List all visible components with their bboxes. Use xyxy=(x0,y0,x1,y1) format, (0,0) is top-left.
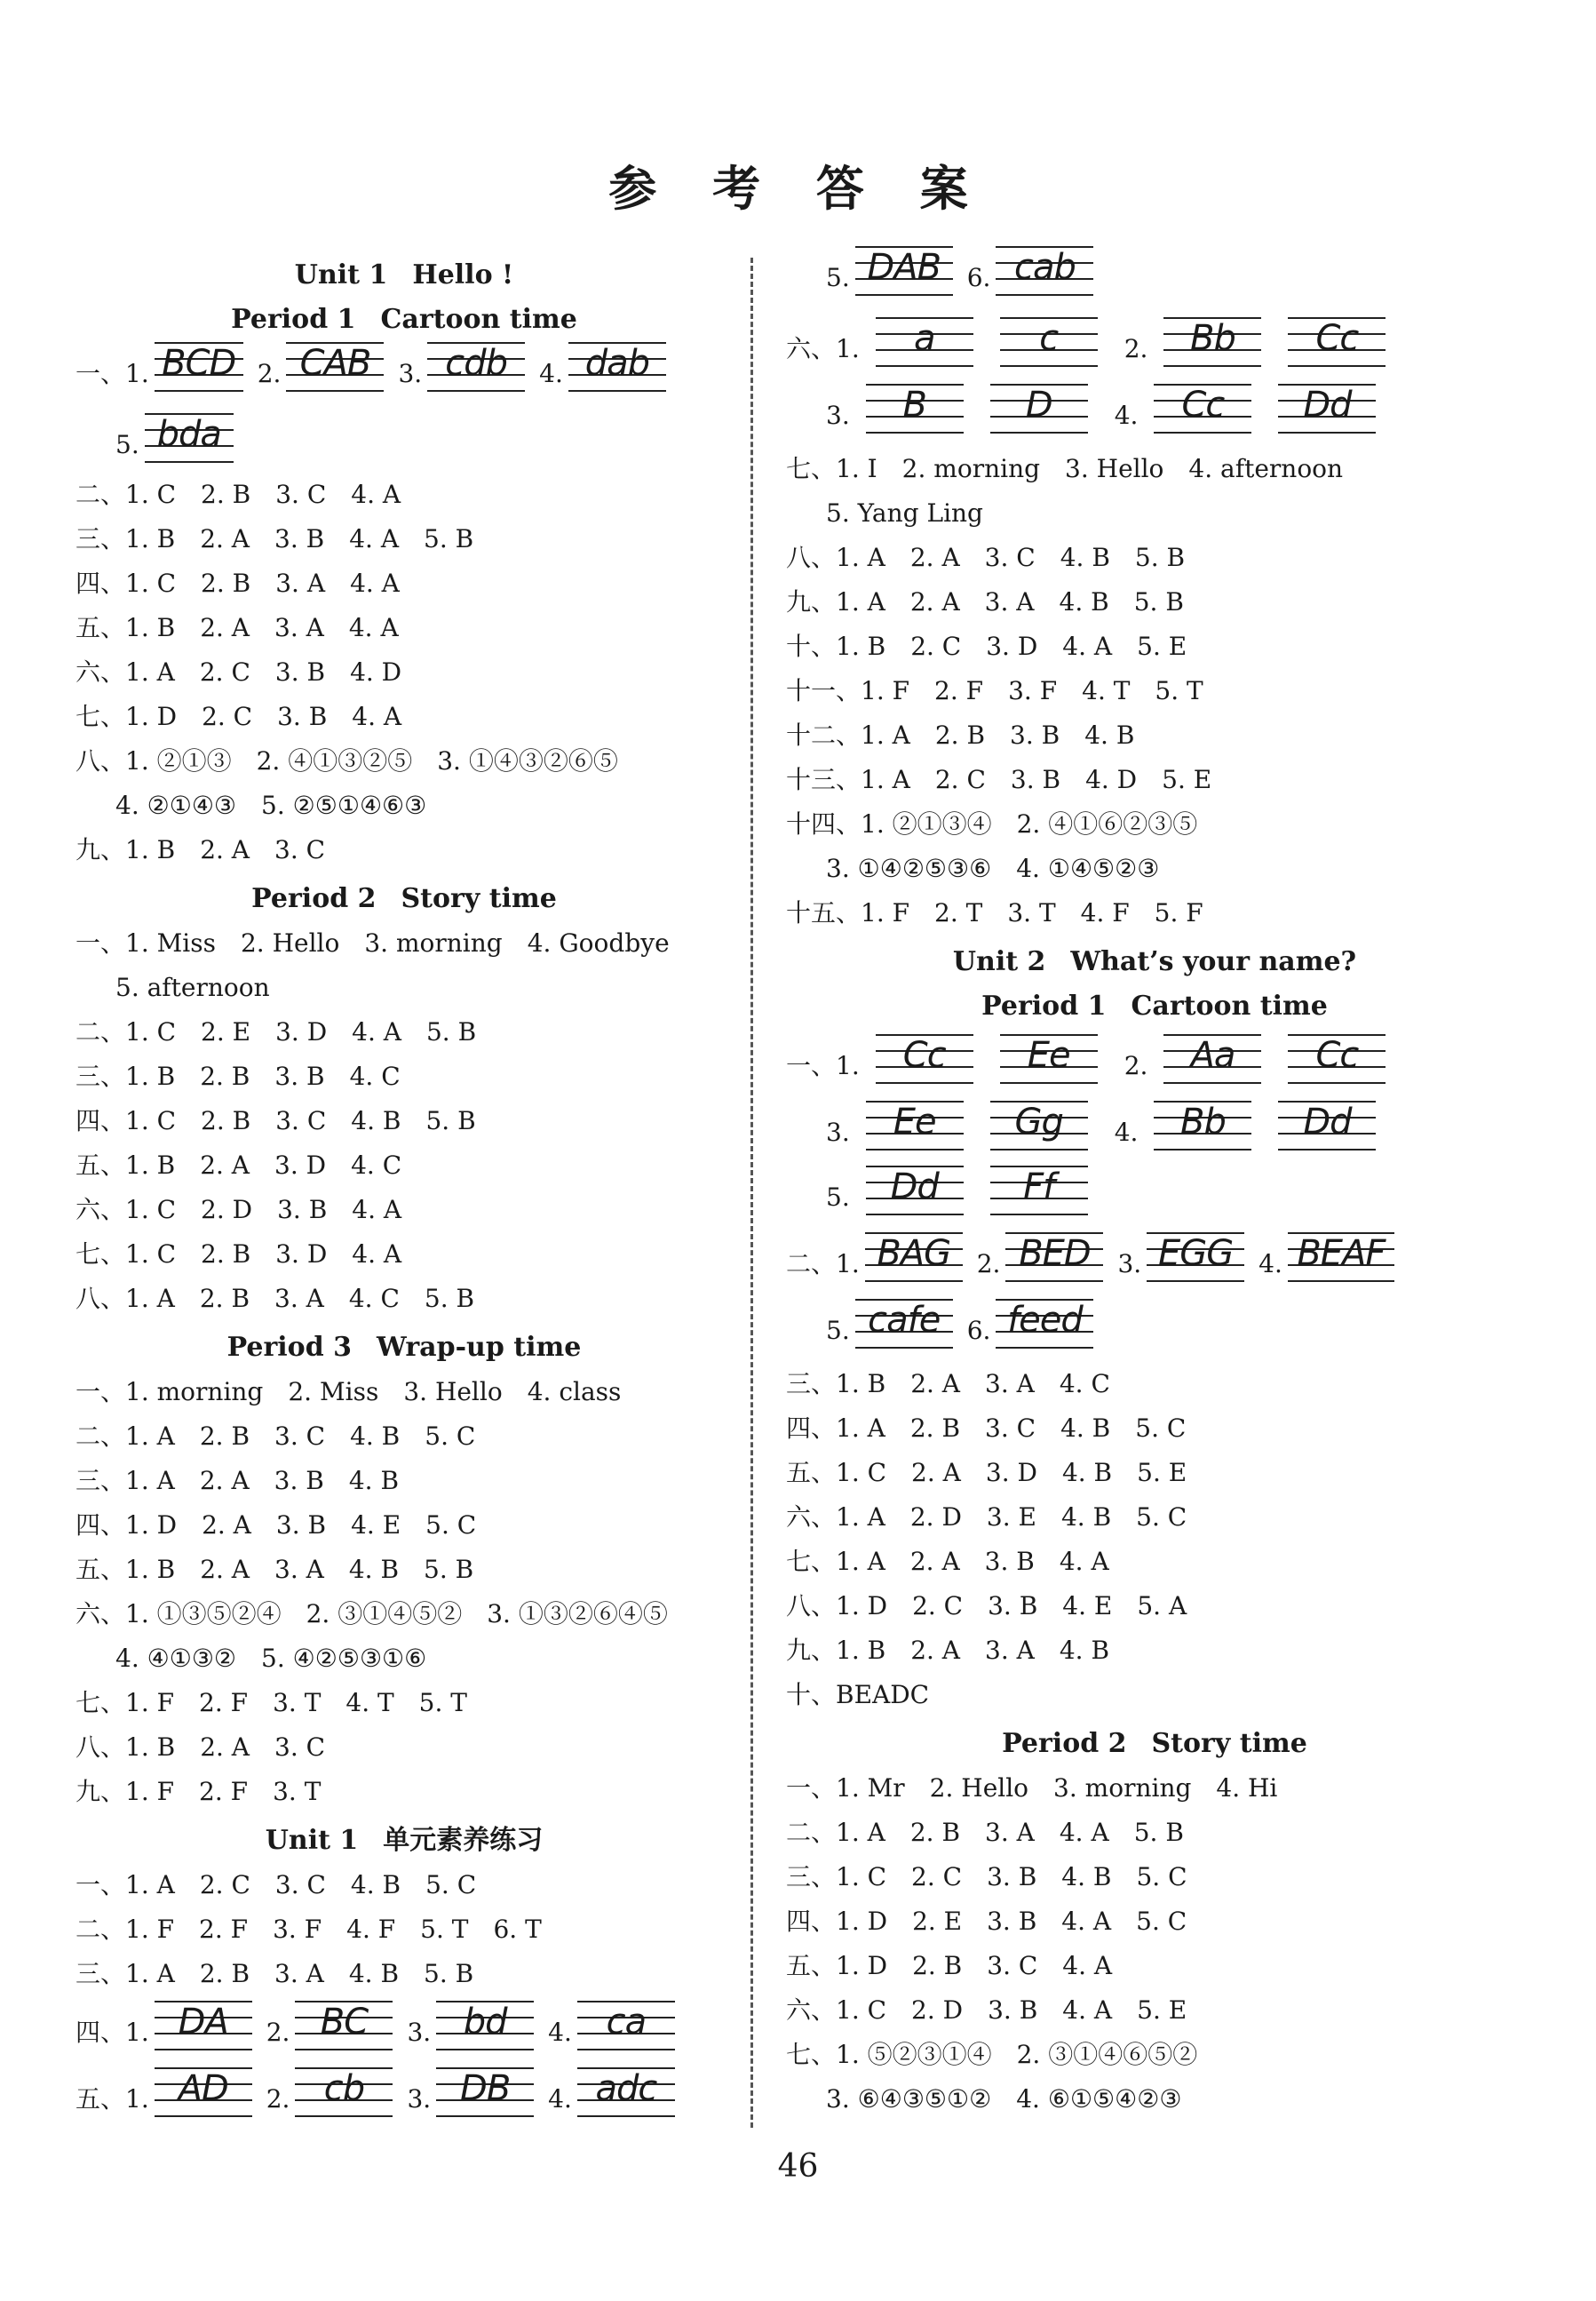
answer-line: 五、1. C 2. A 3. D 4. B 5. E xyxy=(786,1458,1187,1487)
answer-row-handwriting xyxy=(115,411,234,465)
writing-lines xyxy=(1005,1230,1103,1282)
item-number: 4. xyxy=(548,2084,572,2114)
handwritten-answer: BED xyxy=(1019,1233,1091,1274)
writing-lines xyxy=(295,1999,393,2050)
writing-lines xyxy=(1278,1099,1376,1150)
handwritten-answer: ca xyxy=(606,2002,647,2042)
writing-lines xyxy=(990,382,1088,434)
answer-line: 二、1. A 2. B 3. A 4. A 5. B xyxy=(786,1818,1184,1847)
item-number: 2. xyxy=(976,1249,1001,1278)
item-number: 2. xyxy=(266,2084,290,2114)
answer-line: 十三、1. A 2. C 3. B 4. D 5. E xyxy=(786,765,1212,794)
item-number: 5. xyxy=(826,1316,850,1345)
handwritten-answer: D xyxy=(1025,385,1052,426)
answer-line: 四、1. D 2. A 3. B 4. E 5. C xyxy=(75,1510,477,1540)
answer-line: 八、1. A 2. B 3. A 4. C 5. B xyxy=(75,1284,475,1313)
unit2-heading: Unit 2 What’s your name? xyxy=(952,946,1357,977)
answer-row-handwriting xyxy=(826,1297,1093,1350)
answer-row-handwriting xyxy=(75,340,666,394)
handwritten-answer: adc xyxy=(595,2068,657,2109)
answer-line: 三、1. B 2. A 3. B 4. A 5. B xyxy=(75,524,474,553)
answer-line: 八、1. D 2. C 3. B 4. E 5. A xyxy=(786,1591,1187,1620)
answer-line: 五、1. B 2. A 3. A 4. B 5. B xyxy=(75,1555,474,1584)
answer-line: 七、1. A 2. A 3. B 4. A xyxy=(786,1547,1109,1576)
period2-heading: Period 2 Story time xyxy=(251,883,557,914)
answer-line: 六、1. A 2. D 3. E 4. B 5. C xyxy=(786,1502,1187,1532)
answer-line: 七、1. F 2. F 3. T 4. T 5. T xyxy=(75,1688,467,1717)
answer-line: 十二、1. A 2. B 3. B 4. B xyxy=(786,721,1135,750)
answer-row-handwriting xyxy=(786,1032,1386,1086)
writing-lines xyxy=(155,340,243,392)
writing-lines xyxy=(865,1230,963,1282)
answer-line: 八、1. A 2. A 3. C 4. B 5. B xyxy=(786,543,1186,572)
answer-line: 3. ①④②⑤③⑥ 4. ①④⑤②③ xyxy=(826,854,1160,883)
writing-lines xyxy=(436,1999,534,2050)
writing-lines xyxy=(155,2066,252,2117)
handwritten-answer: feed xyxy=(1007,1300,1083,1341)
handwritten-answer: cdb xyxy=(445,343,508,384)
handwritten-answer: Gg xyxy=(1014,1102,1063,1143)
item-number: 2. xyxy=(257,359,282,388)
item-number: 2. xyxy=(1124,1051,1148,1080)
handwritten-answer: DAB xyxy=(867,247,941,288)
period1-heading: Period 1 Cartoon time xyxy=(231,304,577,335)
handwritten-answer: BCD xyxy=(162,343,236,384)
writing-lines xyxy=(866,1164,964,1215)
item-number: 6. xyxy=(966,1316,991,1345)
answer-row-handwriting xyxy=(786,315,1386,369)
handwritten-answer: Aa xyxy=(1190,1035,1235,1076)
handwritten-answer: cb xyxy=(323,2068,365,2109)
unit1-heading: Unit 1 Hello ! xyxy=(294,259,514,291)
handwritten-answer: bda xyxy=(156,414,221,455)
answer-line: 一、1. Mr 2. Hello 3. morning 4. Hi xyxy=(786,1773,1278,1803)
item-number: 1. xyxy=(125,359,149,388)
item-number: 4. xyxy=(1114,1118,1139,1147)
answer-line: 八、1. ②①③ 2. ④①③②⑤ 3. ①④③②⑥⑤ xyxy=(75,746,618,776)
answer-line: 七、1. C 2. B 3. D 4. A xyxy=(75,1239,402,1269)
answer-line: 九、1. A 2. A 3. A 4. B 5. B xyxy=(786,587,1184,617)
answer-line: 二、1. F 2. F 3. F 4. F 5. T 6. T xyxy=(75,1915,542,1944)
answer-line: 三、1. A 2. A 3. B 4. B xyxy=(75,1466,400,1495)
answer-row-handwriting xyxy=(826,1164,1088,1217)
handwritten-answer: Dd xyxy=(1303,1102,1352,1143)
writing-lines xyxy=(1147,1230,1244,1282)
handwritten-answer: cafe xyxy=(868,1300,941,1341)
writing-lines xyxy=(876,315,973,367)
writing-lines xyxy=(866,1099,964,1150)
answer-line: 四、1. C 2. B 3. A 4. A xyxy=(75,569,400,598)
question-number: 五、 xyxy=(75,2084,126,2114)
writing-lines xyxy=(1288,315,1386,367)
answer-line: 九、1. F 2. F 3. T xyxy=(75,1777,322,1806)
answer-line: 十、1. B 2. C 3. D 4. A 5. E xyxy=(786,632,1187,661)
item-number: 5. xyxy=(826,263,850,292)
writing-lines xyxy=(286,340,384,392)
answer-line: 四、1. D 2. E 3. B 4. A 5. C xyxy=(786,1907,1187,1936)
handwritten-answer: B xyxy=(902,385,926,426)
writing-lines xyxy=(996,244,1093,296)
item-number: 5. xyxy=(826,1182,850,1212)
answer-row-handwriting xyxy=(826,1099,1376,1152)
item-number: 3. xyxy=(398,359,423,388)
answer-line: 一、1. morning 2. Miss 3. Hello 4. class xyxy=(75,1377,622,1406)
writing-lines xyxy=(1163,1032,1261,1084)
answer-line: 七、1. I 2. morning 3. Hello 4. afternoon xyxy=(786,454,1344,483)
handwritten-answer: cab xyxy=(1013,247,1076,288)
question-number: 一、 xyxy=(786,1051,837,1080)
item-number: 1. xyxy=(836,334,860,363)
answer-line: 三、1. C 2. C 3. B 4. B 5. C xyxy=(786,1862,1187,1891)
answer-line: 八、1. B 2. A 3. C xyxy=(75,1732,326,1762)
question-number: 四、 xyxy=(75,2018,126,2047)
writing-lines xyxy=(295,2066,393,2117)
writing-lines xyxy=(1000,315,1098,367)
answer-line: 4. ②①④③ 5. ②⑤①④⑥③ xyxy=(115,791,427,820)
item-number: 5. xyxy=(115,430,139,459)
answer-line: 三、1. A 2. B 3. A 4. B 5. B xyxy=(75,1959,474,1988)
page-number: 46 xyxy=(777,2148,819,2185)
answer-line: 三、1. B 2. A 3. A 4. C xyxy=(786,1369,1110,1398)
writing-lines xyxy=(1278,382,1376,434)
writing-lines xyxy=(866,382,964,434)
handwritten-answer: Cc xyxy=(902,1035,946,1076)
answer-line: 九、1. B 2. A 3. A 4. B xyxy=(786,1636,1110,1665)
handwritten-answer: DB xyxy=(460,2068,511,2109)
handwritten-answer: DA xyxy=(178,2002,228,2042)
answer-line: 十四、1. ②①③④ 2. ④①⑥②③⑤ xyxy=(786,809,1198,839)
handwritten-answer: Dd xyxy=(1303,385,1352,426)
answer-line: 七、1. D 2. C 3. B 4. A xyxy=(75,702,402,731)
question-number: 六、 xyxy=(786,334,837,363)
answer-row-handwriting xyxy=(826,382,1376,435)
answer-line: 四、1. C 2. B 3. C 4. B 5. B xyxy=(75,1106,476,1135)
handwritten-answer: dab xyxy=(584,343,650,384)
writing-lines xyxy=(568,340,666,392)
answer-line: 五、1. B 2. A 3. A 4. A xyxy=(75,613,399,642)
answer-line: 十一、1. F 2. F 3. F 4. T 5. T xyxy=(786,676,1203,705)
answer-line: 3. ⑥④③⑤①② 4. ⑥①⑤④②③ xyxy=(826,2084,1182,2114)
handwritten-answer: BC xyxy=(320,2002,369,2042)
writing-lines xyxy=(1000,1032,1098,1084)
writing-lines xyxy=(996,1297,1093,1349)
item-number: 3. xyxy=(1117,1249,1142,1278)
answer-row-handwriting xyxy=(826,244,1093,298)
handwritten-answer: Dd xyxy=(890,1166,939,1207)
handwritten-answer: AD xyxy=(178,2068,228,2109)
answer-line: 一、1. Miss 2. Hello 3. morning 4. Goodbye xyxy=(75,928,670,958)
item-number: 3. xyxy=(407,2084,432,2114)
writing-lines xyxy=(436,2066,534,2117)
handwritten-answer: c xyxy=(1039,318,1059,359)
answer-line: 六、1. A 2. C 3. B 4. D xyxy=(75,657,402,687)
item-number: 6. xyxy=(966,263,991,292)
item-number: 1. xyxy=(836,1249,860,1278)
answer-line: 九、1. B 2. A 3. C xyxy=(75,835,326,864)
item-number: 3. xyxy=(826,1118,850,1147)
answer-line: 四、1. A 2. B 3. C 4. B 5. C xyxy=(786,1413,1187,1443)
item-number: 4. xyxy=(539,359,563,388)
answer-line: 七、1. ⑤②③①④ 2. ③①④⑥⑤② xyxy=(786,2040,1198,2069)
writing-lines xyxy=(155,1999,252,2050)
answer-line: 十、BEADC xyxy=(786,1680,930,1709)
item-number: 1. xyxy=(125,2084,149,2114)
answer-line: 二、1. C 2. B 3. C 4. A xyxy=(75,480,401,509)
handwritten-answer: Bb xyxy=(1190,318,1235,359)
writing-lines xyxy=(145,411,234,463)
writing-lines xyxy=(855,1297,953,1349)
item-number: 2. xyxy=(266,2018,290,2047)
answer-line: 六、1. C 2. D 3. B 4. A 5. E xyxy=(786,1995,1187,2025)
answer-line: 一、1. A 2. C 3. C 4. B 5. C xyxy=(75,1870,477,1899)
answer-line: 二、1. A 2. B 3. C 4. B 5. C xyxy=(75,1421,476,1451)
answer-line: 六、1. ①③⑤②④ 2. ③①④⑤② 3. ①③②⑥④⑤ xyxy=(75,1599,668,1628)
writing-lines xyxy=(577,1999,675,2050)
item-number: 2. xyxy=(1124,334,1148,363)
writing-lines xyxy=(990,1164,1088,1215)
item-number: 3. xyxy=(826,401,850,430)
unit-test-heading: Unit 1 单元素养练习 xyxy=(265,1825,544,1856)
answer-line: 5. afternoon xyxy=(115,973,270,1002)
handwritten-answer: Ee xyxy=(893,1102,936,1143)
item-number: 1. xyxy=(836,1051,860,1080)
writing-lines xyxy=(855,244,953,296)
handwritten-answer: bd xyxy=(463,2002,507,2042)
unit2-period1-heading: Period 1 Cartoon time xyxy=(981,991,1328,1022)
writing-lines xyxy=(427,340,525,392)
answer-line: 三、1. B 2. B 3. B 4. C xyxy=(75,1062,401,1091)
handwritten-answer: Cc xyxy=(1181,385,1225,426)
writing-lines xyxy=(1154,382,1251,434)
handwritten-answer: BEAF xyxy=(1297,1233,1386,1274)
handwritten-answer: a xyxy=(913,318,935,359)
writing-lines xyxy=(1288,1230,1394,1282)
item-number: 3. xyxy=(407,2018,432,2047)
answer-row-handwriting xyxy=(75,1999,675,2052)
handwritten-answer: CAB xyxy=(299,343,371,384)
writing-lines xyxy=(990,1099,1088,1150)
answer-row-handwriting xyxy=(75,2066,675,2119)
item-number: 4. xyxy=(1114,401,1139,430)
answer-line: 五、1. D 2. B 3. C 4. A xyxy=(786,1951,1113,1980)
handwritten-answer: Cc xyxy=(1315,318,1359,359)
writing-lines xyxy=(1288,1032,1386,1084)
answer-row-handwriting xyxy=(786,1230,1394,1284)
page-title: 参 考 答 案 xyxy=(608,160,988,217)
item-number: 4. xyxy=(548,2018,572,2047)
writing-lines xyxy=(1154,1099,1251,1150)
unit2-period2-heading: Period 2 Story time xyxy=(1002,1728,1307,1759)
item-number: 1. xyxy=(125,2018,149,2047)
answer-line: 五、1. B 2. A 3. D 4. C xyxy=(75,1150,402,1180)
period3-heading: Period 3 Wrap-up time xyxy=(226,1332,582,1363)
question-number: 一、 xyxy=(75,359,126,388)
column-divider xyxy=(750,258,753,2128)
handwritten-answer: Ff xyxy=(1023,1166,1055,1207)
question-number: 二、 xyxy=(786,1249,837,1278)
writing-lines xyxy=(1163,315,1261,367)
answer-line: 5. Yang Ling xyxy=(826,498,983,528)
handwritten-answer: Bb xyxy=(1180,1102,1226,1143)
handwritten-answer: Ee xyxy=(1027,1035,1070,1076)
handwritten-answer: BAG xyxy=(877,1233,951,1274)
answer-line: 六、1. C 2. D 3. B 4. A xyxy=(75,1195,402,1224)
answer-line: 4. ④①③② 5. ④②⑤③①⑥ xyxy=(115,1644,427,1673)
item-number: 4. xyxy=(1259,1249,1282,1278)
answer-line: 十五、1. F 2. T 3. T 4. F 5. F xyxy=(786,898,1203,928)
writing-lines xyxy=(577,2066,675,2117)
answer-line: 二、1. C 2. E 3. D 4. A 5. B xyxy=(75,1017,477,1047)
handwritten-answer: EGG xyxy=(1158,1233,1234,1274)
writing-lines xyxy=(876,1032,973,1084)
handwritten-answer: Cc xyxy=(1315,1035,1359,1076)
